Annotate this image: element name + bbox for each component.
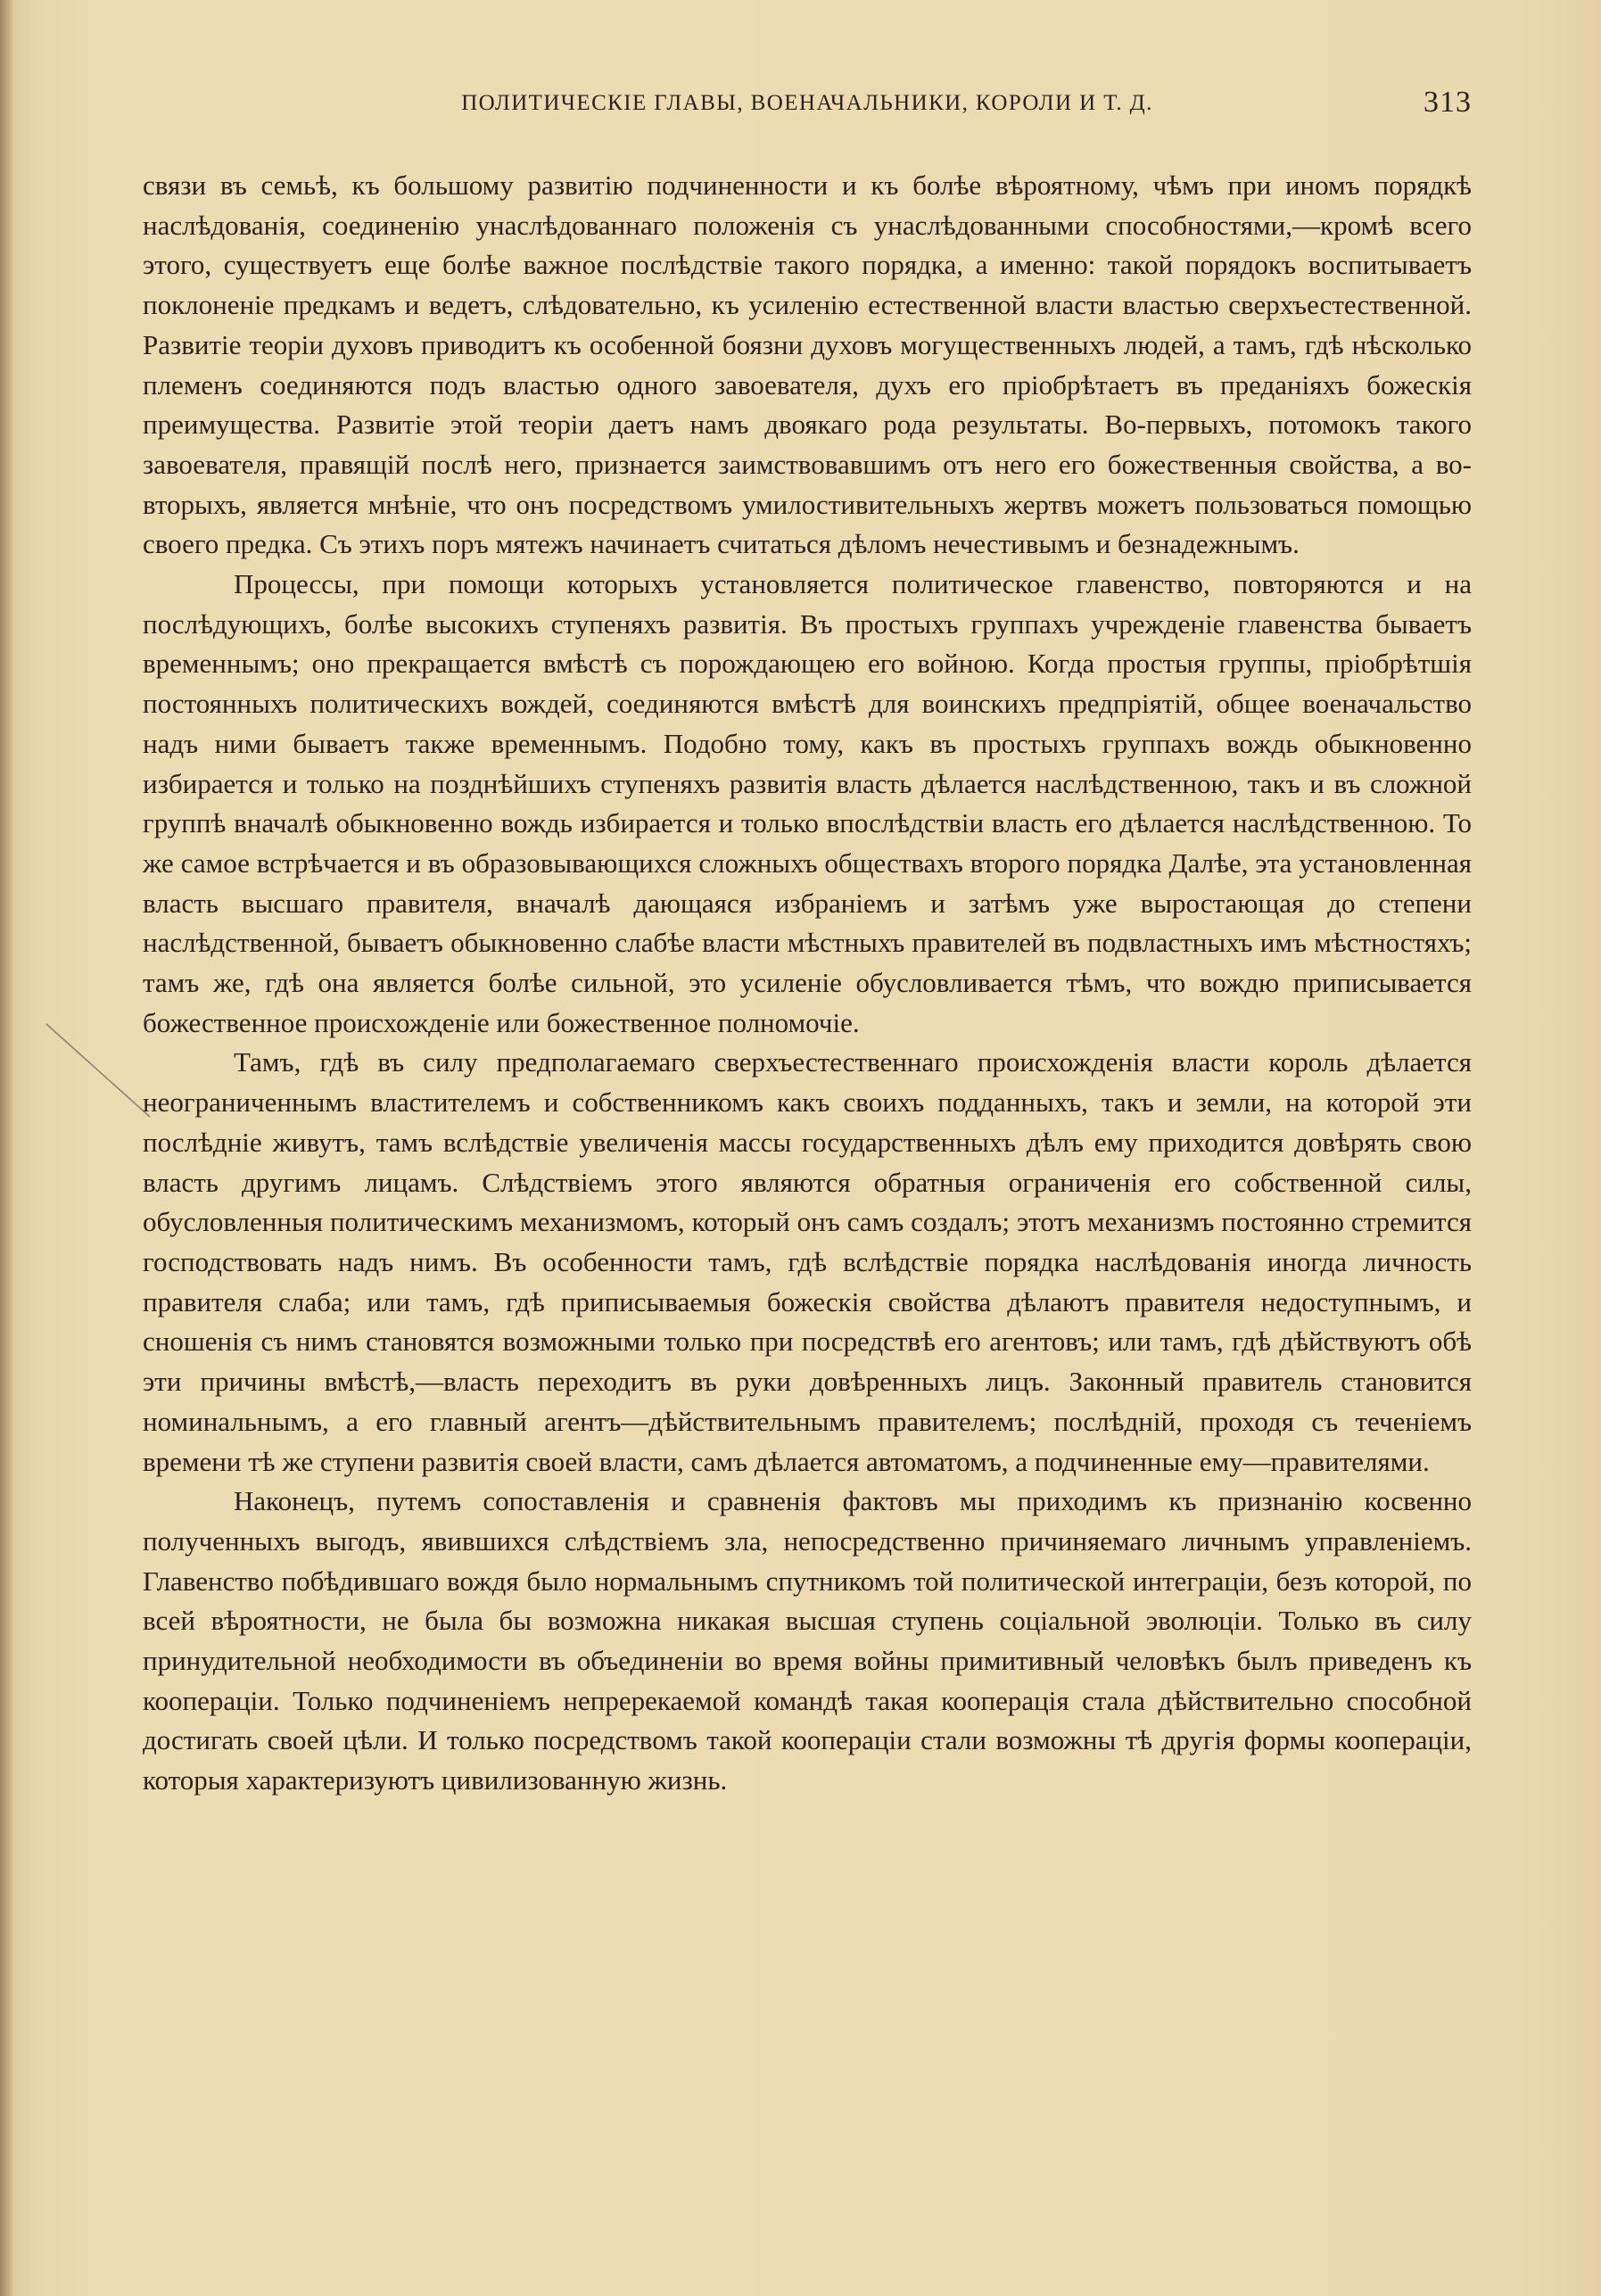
paragraph-1: связи въ семьѣ, къ большому развитію подчиненности и къ болѣе вѣроятному, чѣмъ при иномъ порядкѣ наслѣдованія, соединенію унаслѣдованнаго положенія съ унаслѣдованными способностями,—кромѣ всего этого, существуетъ еще болѣе важное послѣдствіе такого порядка, а именно: такой порядокъ воспитываетъ поклоненіе предкамъ и ведетъ, слѣдовательно, къ усиленію естественной власти властью сверхъестественной. Развитіе теоріи духовъ приводитъ къ особенной боязни духовъ могущественныхъ людей, а тамъ, гдѣ нѣсколько племенъ соединяются подъ властью одного завоевателя, духъ его пріобрѣтаетъ въ преданіяхъ божескія преимущества. Развитіе этой теоріи даетъ намъ двоякаго рода результаты. Во-первыхъ, потомокъ такого завоевателя, правящій послѣ него, признается заимствовавшимъ отъ него его божественныя свойства, а во-вторыхъ, является мнѣніе, что онъ посредствомъ умилостивительныхъ жертвъ можетъ пользоваться помощью своего предка. Съ этихъ поръ мятежъ начинаетъ считаться дѣломъ нечестивымъ и безнадежнымъ. (143, 169, 1472, 560)
page-header (143, 86, 1472, 132)
running-head: ПОЛИТИЧЕСКІЕ ГЛАВЫ, ВОЕНАЧАЛЬНИКИ, КОРОЛИ И Т. Д. (461, 91, 1153, 115)
paragraph-3: Тамъ, гдѣ въ силу предполагаемаго сверхъестественнаго происхожденія власти король дѣлается неограниченнымъ властителемъ и собственникомъ какъ своихъ подданныхъ, такъ и земли, на которой эти послѣдніе живутъ, тамъ вслѣдствіе увеличенія массы государственныхъ дѣлъ ему приходится довѣрять свою власть другимъ лицамъ. Слѣдствіемъ этого являются обратныя ограниченія его собственной силы, обусловленныя политическимъ механизмомъ, который онъ самъ создалъ; этотъ механизмъ постоянно стремится господствовать надъ нимъ. Въ особенности тамъ, гдѣ вслѣдствіе порядка наслѣдованія иногда личность правителя слаба; или тамъ, гдѣ приписываемыя божескія свойства дѣлаютъ правителя недоступнымъ, и сношенія съ нимъ становятся возможными только при посредствѣ его агентовъ; или тамъ, гдѣ дѣйствуютъ обѣ эти причины вмѣстѣ,—власть переходитъ въ руки довѣренныхъ лицъ. Законный правитель становится номинальнымъ, а его главный агентъ—дѣйствительнымъ правителемъ; послѣдній, проходя съ теченіемъ времени тѣ же ступени развитія своей власти, самъ дѣлается автоматомъ, а подчиненные ему—правителями. (143, 1046, 1472, 1477)
body-text (143, 166, 1472, 1801)
page-number: 313 (1424, 86, 1472, 119)
page-spine-shadow (0, 0, 14, 2296)
paragraph-4: Наконецъ, путемъ сопоставленія и сравненія фактовъ мы приходимъ къ признанію косвенно полученныхъ выгодъ, явившихся слѣдствіемъ зла, непосредственно причиняемаго личнымъ управленіемъ. Главенство побѣдившаго вождя было нормальнымъ спутникомъ той политической интеграціи, безъ которой, по всей вѣроятности, не была бы возможна никакая высшая ступень соціальной эволюціи. Только въ силу принудительной необходимости въ объединеніи во время войны примитивный человѣкъ былъ приведенъ къ кооперацiи. Только подчиненіемъ непререкаемой командѣ такая кооперація стала дѣйствительно способной достигать своей цѣли. И только посредствомъ такой кооперацiи стали возможны тѣ другія формы кооперацiи, которыя характеризуютъ цивилизованную жизнь. (143, 1485, 1472, 1796)
paragraph-2: Процессы, при помощи которыхъ установляется политическое главенство, повторяются и на послѣдующихъ, болѣе высокихъ ступеняхъ развитія. Въ простыхъ группахъ учрежденіе главенства бываетъ временнымъ; оно прекращается вмѣстѣ съ порождающею его войною. Когда простыя группы, пріобрѣтшія постоянныхъ политическихъ вождей, соединяются вмѣстѣ для воинскихъ предпріятій, общее военачальство надъ ними бываетъ также временнымъ. Подобно тому, какъ въ простыхъ группахъ вождь обыкновенно избирается и только на позднѣйшихъ ступеняхъ развитія власть дѣлается наслѣдственною, такъ и въ сложной группѣ вначалѣ обыкновенно вождь избирается и только впослѣдствіи власть его дѣлается наслѣдственною. То же самое встрѣчается и въ образовывающихся сложныхъ обществахъ второго порядка Далѣе, эта установленная власть высшаго правителя, вначалѣ дающаяся избраніемъ и затѣмъ уже выростающая до степени наслѣдственной, бываетъ обыкновенно слабѣе власти мѣстныхъ правителей въ подвластныхъ имъ мѣстностяхъ; тамъ же, гдѣ она является болѣе сильной, это усиленіе обусловливается тѣмъ, что вождю приписывается божественное происхожденіе или божественное полномочіе. (143, 568, 1472, 1038)
